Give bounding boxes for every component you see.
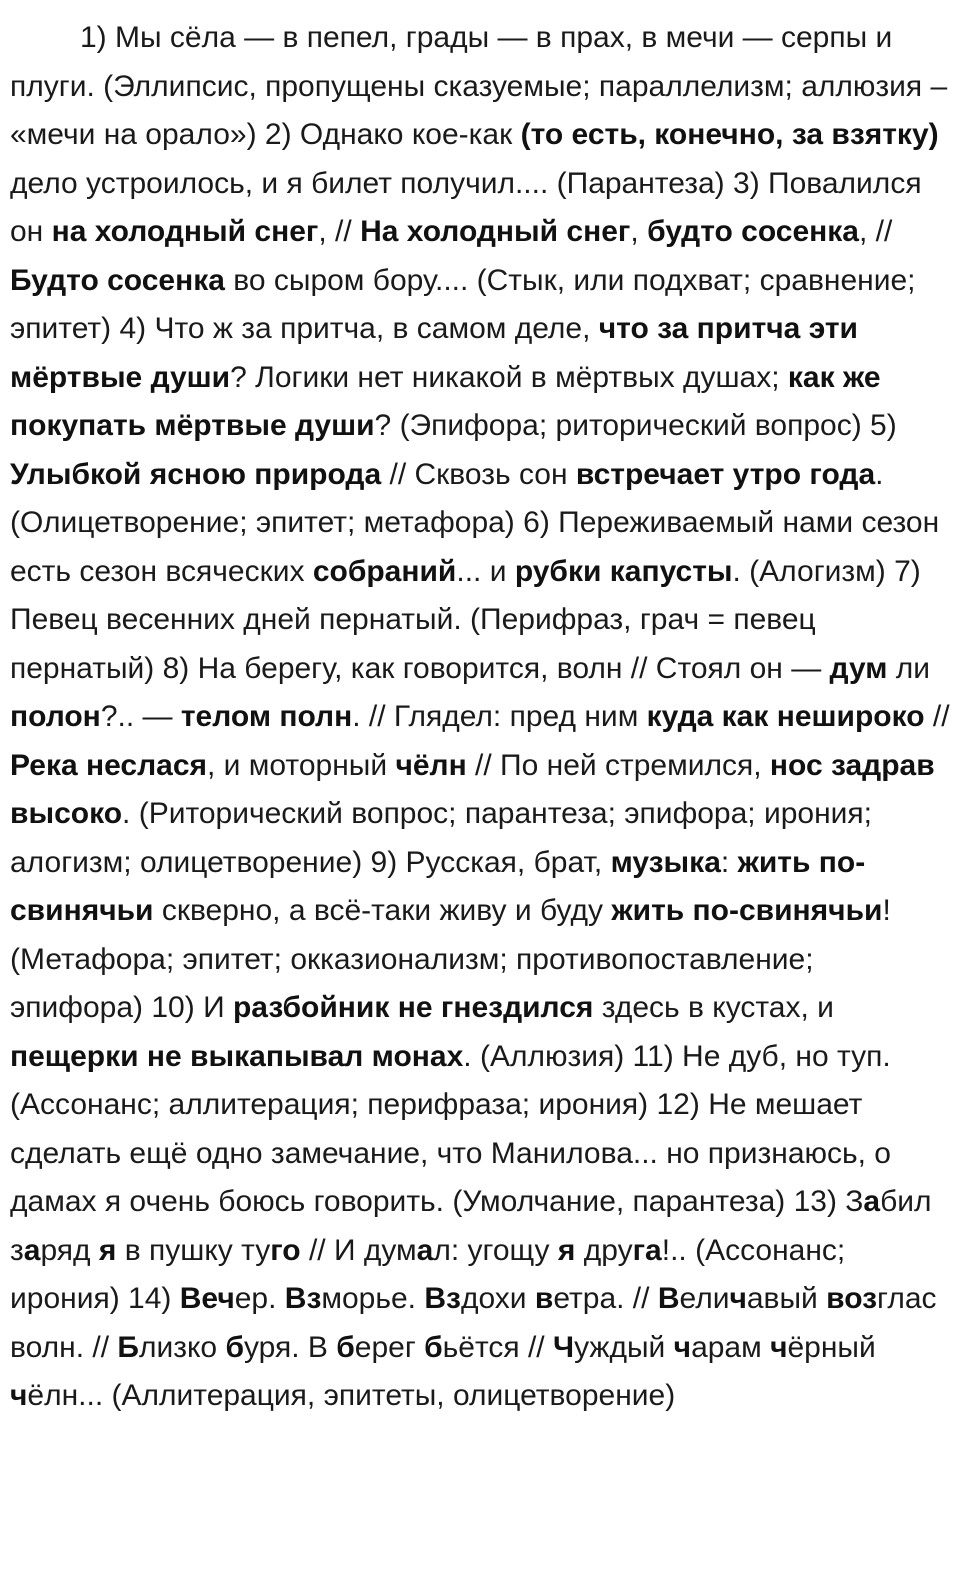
text-run: скверно, а всё-таки живу и буду xyxy=(153,894,612,927)
text-run: // Сквозь сон xyxy=(381,457,576,491)
bold-text-run: телом полн xyxy=(180,700,353,733)
text-run: . // Глядел: пред ним xyxy=(352,700,647,733)
text-run: . (Олицетворение; эпитет; метафора) 6) Переживаемый нами сезон есть сезон всяческих xyxy=(10,457,940,588)
text-run: ряд xyxy=(40,1233,99,1267)
answer-text xyxy=(10,14,950,1421)
text-run: ёрный xyxy=(787,1330,876,1364)
text-run: во сыром бору.... (Стык, или подхват; сравнение; эпитет) 4) Что ж за притча, в самом деле, xyxy=(10,263,916,345)
bold-text-run: га xyxy=(632,1233,662,1267)
text-run: бил з xyxy=(10,1185,932,1267)
bold-text-run: на холодный снег xyxy=(51,215,319,248)
bold-text-run: как же покупать мёртвые души xyxy=(10,360,881,442)
text-run: . (Алогизм) 7) Певец весенних дней пернатый. (Перифраз, грач = певец пернатый) 8) На берегу, как говорится, волн // Стоял он — xyxy=(10,554,921,685)
bold-text-run: жить по-свинячьи xyxy=(10,845,866,927)
text-run: етра. // xyxy=(553,1282,658,1315)
bold-text-run: нос задрав высоко xyxy=(10,748,935,830)
text-run: // По ней стремился, xyxy=(466,748,770,782)
bold-text-run: ч xyxy=(673,1330,692,1364)
bold-text-run: б xyxy=(424,1330,443,1364)
text-run: дру xyxy=(575,1233,633,1267)
text-run: // xyxy=(924,700,950,733)
bold-text-run: Улыбкой ясною природа xyxy=(10,457,382,491)
bold-text-run: го xyxy=(270,1233,301,1267)
text-run: ! (Метафора; эпитет; окказионализм; противопоставление; эпифора) 10) И xyxy=(10,894,891,1024)
bold-text-run: ч xyxy=(10,1379,28,1412)
bold-text-run: я xyxy=(98,1233,117,1267)
bold-text-run: Вз xyxy=(424,1282,461,1315)
text-run: : xyxy=(720,845,738,879)
text-run: ?.. — xyxy=(100,700,181,733)
text-run: ? Логики нет никакой в мёртвых душах; xyxy=(230,360,788,394)
text-run: авый xyxy=(746,1282,827,1315)
text-run: ? (Эпифора; риторический вопрос) 5) xyxy=(374,409,897,442)
text-run: л: угощу xyxy=(433,1233,558,1267)
bold-text-run: куда как нешироко xyxy=(646,700,925,733)
bold-text-run: Будто сосенка xyxy=(10,263,225,297)
text-run: ерег xyxy=(354,1330,425,1364)
text-run: . (Риторический вопрос; парантеза; эпифора; ирония; алогизм; олицетворение) 9) Русская, брат, xyxy=(10,797,873,879)
text-run: в пушку ту xyxy=(116,1233,271,1267)
bold-text-run: б xyxy=(225,1330,244,1364)
text-run: ьётся // xyxy=(442,1330,553,1364)
text-run: , xyxy=(630,215,648,248)
bold-text-run: будто сосенка xyxy=(647,215,859,248)
text-run: морье. xyxy=(321,1282,425,1315)
bold-text-run: ч xyxy=(770,1330,788,1364)
bold-text-run: в xyxy=(534,1282,554,1315)
text-run: дело устроилось, и я билет получил.... (Парантеза) 3) Повалился он xyxy=(10,166,922,248)
bold-text-run: Веч xyxy=(179,1282,235,1315)
bold-text-run: Река неслася xyxy=(10,748,208,782)
bold-text-run: чёлн xyxy=(395,748,467,782)
bold-text-run: разбойник не гнездился xyxy=(232,991,594,1024)
bold-text-run: пещерки не выкапывал монах xyxy=(10,1039,464,1073)
text-run: , // xyxy=(858,215,893,248)
bold-text-run: б xyxy=(336,1330,355,1364)
bold-text-run: музыка xyxy=(610,845,721,879)
text-run: глас волн. // xyxy=(10,1282,937,1364)
text-run: ... и xyxy=(456,554,515,588)
bold-text-run: а xyxy=(23,1233,41,1267)
bold-text-run: что за притча эти мёртвые души xyxy=(10,312,858,394)
text-run: лизко xyxy=(138,1330,226,1364)
text-run: . (Аллюзия) 11) Не дуб, но туп. (Ассонанс; аллитерация; перифраза; ирония) 12) Не мешает сделать ещё одно замечание, что Манилова... но признаюсь, о дамах я очень боюсь говорить. (Умолчание, парантеза) 13) З xyxy=(10,1039,891,1218)
bold-text-run: Б xyxy=(117,1330,139,1364)
bold-text-run: В xyxy=(657,1282,680,1315)
bold-text-run: собраний xyxy=(312,554,457,588)
bold-text-run: встречает утро года xyxy=(575,457,876,491)
text-run: ер. xyxy=(234,1282,285,1315)
bold-text-run: воз xyxy=(826,1282,878,1315)
text-run: , и моторный xyxy=(207,748,396,782)
text-run: арам xyxy=(691,1330,771,1364)
bold-text-run: На холодный снег xyxy=(360,215,631,248)
bold-text-run: ч xyxy=(729,1282,747,1315)
bold-text-run: жить по-свинячьи xyxy=(611,894,883,927)
bold-text-run: дум xyxy=(829,651,888,685)
text-run: ёлн... (Аллитерация, эпитеты, олицетворение) xyxy=(27,1379,676,1412)
text-run: 1) Мы сёла — в пепел, грады — в прах, в мечи — серпы и плуги. (Эллипсис, пропущены сказуемые; параллелизм; аллюзия – «мечи на орало») 2) Однако кое-как xyxy=(10,21,948,151)
bold-text-run: я xyxy=(557,1233,576,1267)
bold-text-run: Вз xyxy=(284,1282,322,1315)
bold-text-run: а xyxy=(863,1185,881,1218)
text-run: , // xyxy=(318,215,361,248)
text-run: ели xyxy=(679,1282,730,1315)
bold-text-run: рубки капусты xyxy=(514,554,733,588)
text-run: ли xyxy=(887,651,931,685)
bold-text-run: (то есть, конечно, за взятку) xyxy=(520,118,939,151)
text-run: уждый xyxy=(574,1330,674,1364)
bold-text-run: Ч xyxy=(552,1330,575,1364)
text-run: дохи xyxy=(460,1282,535,1315)
bold-text-run: а xyxy=(416,1233,434,1267)
text-run: // И дум xyxy=(300,1233,417,1267)
text-run: уря. В xyxy=(243,1330,337,1364)
text-run: !.. (Ассонанс; ирония) 14) xyxy=(10,1233,846,1315)
bold-text-run: полон xyxy=(10,700,101,733)
text-run: здесь в кустах, и xyxy=(593,991,834,1024)
